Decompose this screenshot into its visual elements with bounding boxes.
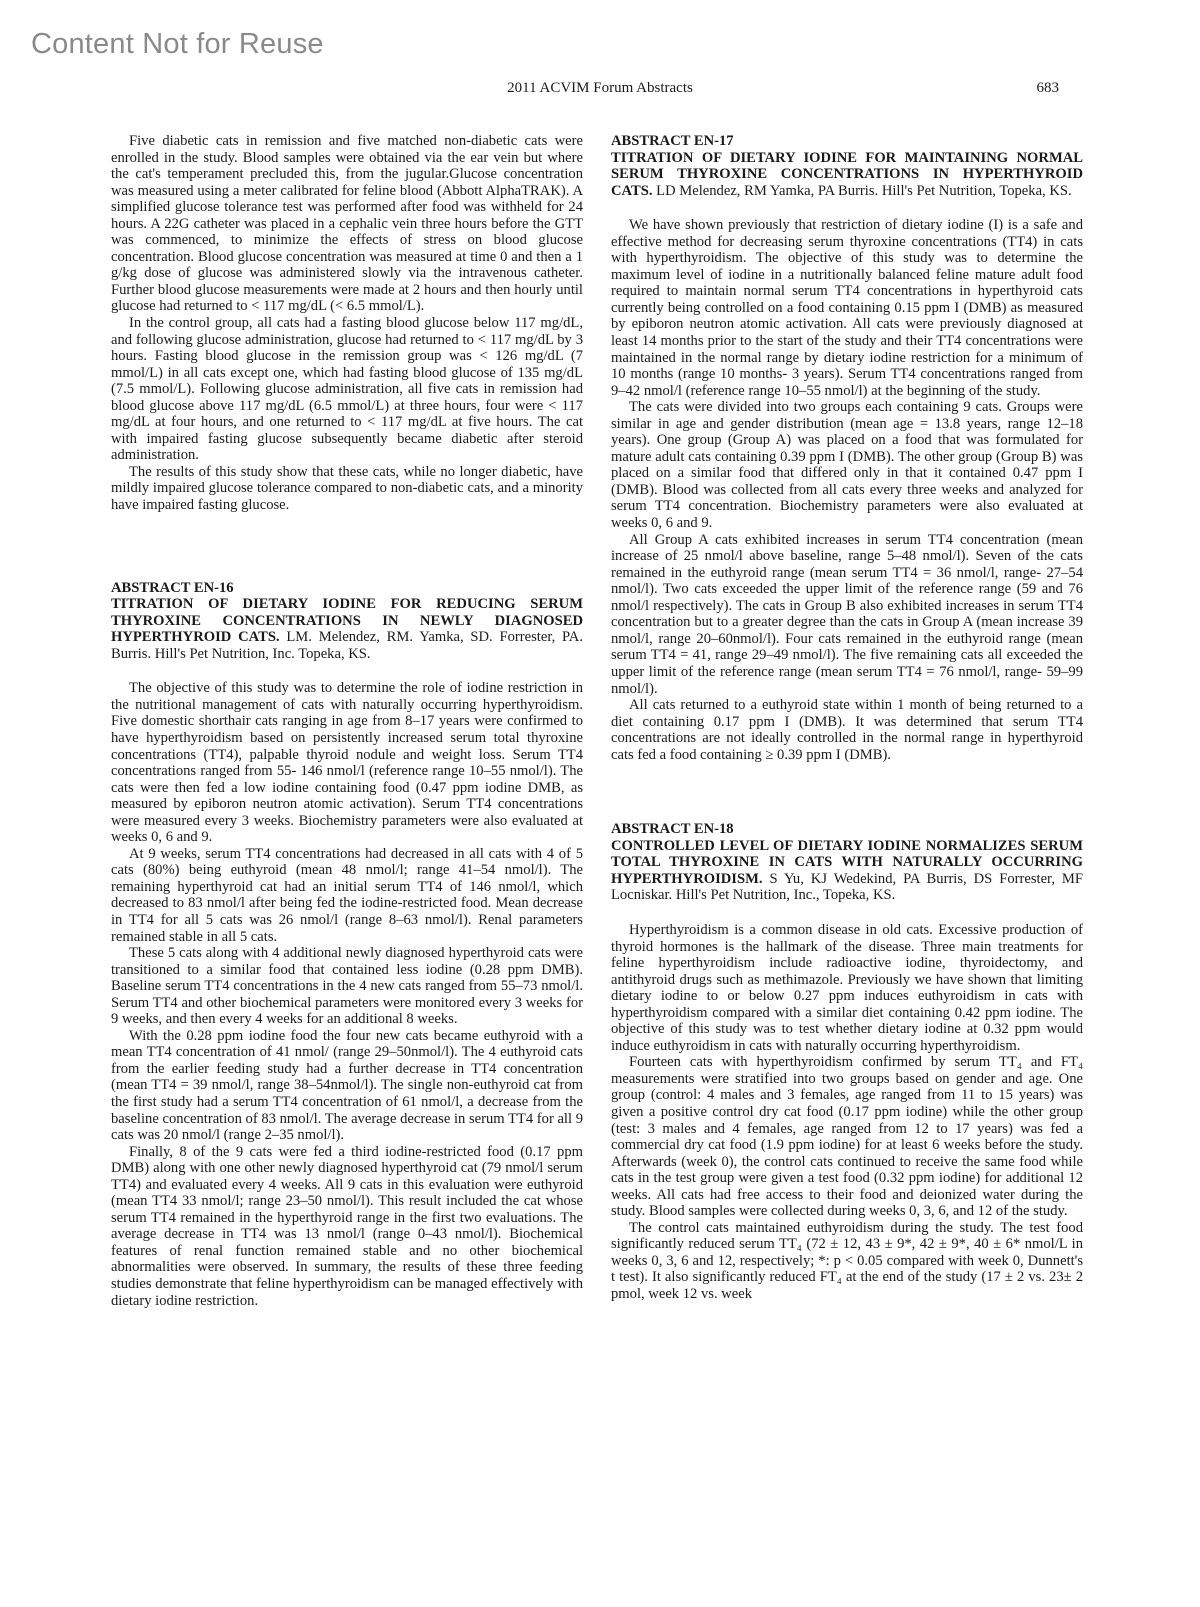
- body-paragraph: With the 0.28 ppm iodine food the four new cats became euthyroid with a mean TT4 concentration of 41 nmol/ (range 29–50nmol/l). The 4 euthyroid cats from the earlier feeding study had a further decrease in TT4 concentration (mean TT4 = 39 nmol/l, range 38–54nmol/l). The single non-euthyroid cat from the first study had a serum TT4 concentration of 61 nmol/l, a decrease from the baseline concentration of 83 nmol/l. The average decrease in serum TT4 for all 9 cats was 20 nmol/l (range 2–35 nmol/l).: [111, 1027, 583, 1144]
- body-paragraph: These 5 cats along with 4 additional newly diagnosed hyperthyroid cats were transitioned to a similar food that contained less iodine (0.28 ppm DMB). Baseline serum TT4 concentrations in the 4 new cats ranged from 55–73 nmol/l. Serum TT4 and other biochemical parameters were monitored every 3 weeks for 9 weeks, and then every 4 weeks for an additional 8 weeks.: [111, 945, 583, 1028]
- abstract-id: ABSTRACT EN-18: [611, 821, 734, 838]
- body-paragraph: We have shown previously that restriction of dietary iodine (I) is a safe and effective method for decreasing serum thyroxine concentrations (TT4) in cats with hyperthyroidism. The objective of this study was to determine the maximum level of iodine in a nutritionally balanced feline mature adult food required to maintain normal serum TT4 concentrations in hyperthyroid cats currently being controlled on a food containing 0.15 ppm I (DMB) as measured by epiboron neutron atomic activation. All cats were previously diagnosed at least 14 months prior to the start of the study and their TT4 concentrations were maintained in the normal range by dietary iodine restriction for a minimum of 10 months (range 10 months- 3 years). Serum TT4 concentrations ranged from 9–42 nmol/l (reference range 10–55 nmol/l) at the beginning of the study.: [611, 217, 1083, 399]
- abstract-authors: LD Melendez, RM Yamka, PA Burris. Hill's Pet Nutrition, Topeka, KS.: [656, 182, 1072, 199]
- abstract-title: CONTROLLED LEVEL OF DIETARY IODINE NORMALIZES SERUM TOTAL THYROXINE IN CATS WITH NATURALLY OCCURRING HYPERTHYROIDISM.: [611, 837, 1083, 887]
- abstract-en17: [611, 133, 1083, 763]
- abstract-authors: LM. Melendez, RM. Yamka, SD. Forrester, PA. Burris. Hill's Pet Nutrition, Inc. Topeka, KS.: [111, 629, 583, 662]
- body-paragraph: The cats were divided into two groups each containing 9 cats. Groups were similar in age and gender distribution (mean age = 13.8 years, range 12–18 years). One group (Group A) was placed on a food that was formulated for mature adult cats containing 0.39 ppm I (DMB). The other group (Group B) was placed on a similar food that differed only in that it contained 0.47 ppm I (DMB). Blood was collected from all cats every three weeks and analyzed for serum TT4 concentration. Biochemistry parameters were also evaluated at weeks 0, 6 and 9.: [611, 399, 1083, 532]
- abstract-id: ABSTRACT EN-17: [611, 133, 734, 149]
- body-paragraph: In the control group, all cats had a fasting blood glucose below 117 mg/dL, and following glucose administration, glucose had returned to < 117 mg/dL by 3 hours. Fasting blood glucose in the remission group was < 126 mg/dL (7 mmol/L) in all cats except one, which had fasting blood glucose of 135 mg/dL (7.5 mmol/L). Following glucose administration, all five cats in remission had blood glucose above 117 mg/dL (6.5 mmol/L) at three hours, four were < 117 mg/dL at four hours, and one returned to < 117 mg/dL at five hours. The cat with impaired fasting glucose subsequently became diabetic after steroid administration.: [111, 315, 583, 464]
- left-column: [111, 133, 583, 1309]
- body-paragraph: The results of this study show that these cats, while no longer diabetic, have mildly impaired glucose tolerance compared to non-diabetic cats, and a minority have impaired fasting glucose.: [111, 463, 583, 514]
- abstract-heading: [111, 596, 583, 662]
- abstract-heading: [611, 150, 1083, 200]
- body-paragraph: Five diabetic cats in remission and five matched non-diabetic cats were enrolled in the study. Blood samples were obtained via the ear vein but where the cat's temperament precluded this, from the jugular.Glucose concentration was measured using a meter calibrated for feline blood (Abbott AlphaTRAK). A simplified glucose tolerance test was performed after food was withheld for 24 hours. A 22G catheter was placed in a cephalic vein three hours before the GTT was commenced, to minimize the effects of stress on blood glucose concentration. Blood glucose concentration was measured at time 0 and then a 1 g/kg dose of glucose was administered slowly via the intravenous catheter. Further blood glucose measurements were made at 2 hours and then hourly until glucose had returned to < 117 mg/dL (< 6.5 mmol/L).: [111, 133, 583, 315]
- abstract-title: TITRATION OF DIETARY IODINE FOR MAINTAINING NORMAL SERUM THYROXINE CONCENTRATIONS IN HYPERTHYROID CATS.: [611, 149, 1083, 199]
- body-paragraph: All cats returned to a euthyroid state within 1 month of being returned to a diet containing 0.17 ppm I (DMB). It was determined that serum TT4 concentrations are not ideally controlled in the normal range in hyperthyroid cats fed a food containing ≥ 0.39 ppm I (DMB).: [611, 697, 1083, 763]
- page-number: 683: [1036, 80, 1059, 96]
- body-paragraph: Fourteen cats with hyperthyroidism confirmed by serum TT₄ and FT₄ measurements were stratified into two groups based on gender and age. One group (control: 4 males and 3 females, age ranged from 11 to 15 years) was given a positive control dry cat food (0.17 ppm iodine) while the other group (test: 3 males and 4 females, age ranged from 12 to 17 years) was fed a commercial dry cat food (1.9 ppm iodine) for at least 6 weeks before the study. Afterwards (week 0), the control cats continued to receive the same food while cats in the test group were given a test food (0.32 ppm iodine) for additional 12 weeks. All cats had free access to their food and deionized water during the study. Blood samples were collected during weeks 0, 3, 6, and 12 of the study.: [611, 1054, 1083, 1220]
- abstract-authors: S Yu, KJ Wedekind, PA Burris, DS Forrester, MF Locniskar. Hill's Pet Nutrition, Inc., Topeka, KS.: [611, 870, 1084, 904]
- abstract-en18: [611, 821, 1083, 1302]
- abstract-heading: [611, 838, 1083, 904]
- abstract-en16: [111, 580, 583, 1310]
- body-paragraph: At 9 weeks, serum TT4 concentrations had decreased in all cats with 4 of 5 cats (80%) being euthyroid (mean 48 nmol/l; range 41–54 nmol/l). The remaining hyperthyroid cat had an initial serum TT4 of 146 nmol/l, which decreased to 83 nmol/l after being fed the iodine-restricted food. Mean decrease in TT4 for all 5 cats was 26 nmol/l (range 8–63 nmol/l). Renal parameters remained stable in all 5 cats.: [111, 845, 583, 945]
- body-paragraph: Hyperthyroidism is a common disease in old cats. Excessive production of thyroid hormones is the hallmark of the disease. Three main treatments for feline hyperthyroidism include radioactive iodine, thyroidectomy, and antithyroid drugs such as methimazole. Previously we have shown that limiting dietary iodine to or below 0.27 ppm induces euthyroidism in cats with hyperthyroidism compared with a similar diet containing 0.42 ppm iodine. The objective of this study was to test whether dietary iodine at 0.32 ppm would induce euthyroidism in cats with naturally occurring hyperthyroidism.: [611, 921, 1083, 1054]
- watermark-text: Content Not for Reuse: [31, 28, 324, 60]
- abstract-title: TITRATION OF DIETARY IODINE FOR REDUCING SERUM THYROXINE CONCENTRATIONS IN NEWLY DIAGNOSED HYPERTHYROID CATS.: [111, 596, 583, 646]
- abstract-id: ABSTRACT EN-16: [111, 579, 234, 596]
- running-head: [0, 80, 1200, 100]
- right-column: [611, 133, 1083, 1303]
- body-paragraph: All Group A cats exhibited increases in serum TT4 concentration (mean increase of 25 nmol/l above baseline, range 5–48 nmol/l). Seven of the cats remained in the euthyroid range (mean serum TT4 = 36 nmol/l, range- 27–54 nmol/l). Two cats exceeded the upper limit of the reference range (59 and 76 nmol/l respectively). The cats in Group B also exhibited increases in serum TT4 concentration but to a greater degree than the cats in Group A (mean increase 39 nmol/l, range 20–60nmol/l). Four cats remained in the euthyroid range (mean serum TT4 = 41, range 29–49 nmol/l). The five remaining cats all exceeded the upper limit of the reference range (mean serum TT4 = 76 nmol/l, range- 59–99 nmol/l).: [611, 531, 1083, 697]
- body-paragraph: Finally, 8 of the 9 cats were fed a third iodine-restricted food (0.17 ppm DMB) along with one other newly diagnosed hyperthyroid cat (79 nmol/l serum TT4) and evaluated every 4 weeks. All 9 cats in this evaluation were euthyroid (mean TT4 33 nmol/l; range 23–50 nmol/l). This result included the cat whose serum TT4 remained in the hyperthyroid range in the first two evaluations. The average decrease in TT4 was 13 nmol/l (range 0–43 nmol/l). Biochemical features of renal function remained stable and no other biochemical abnormalities were observed. In summary, the results of these three feeding studies demonstrate that feline hyperthyroidism can be managed effectively with dietary iodine restriction.: [111, 1143, 583, 1309]
- body-paragraph: The control cats maintained euthyroidism during the study. The test food significantly reduced serum TT₄ (72 ± 12, 43 ± 9*, 42 ± 9*, 40 ± 6* nmol/L in weeks 0, 3, 6 and 12, respectively; *: p < 0.05 compared with week 0, Dunnett's t test). It also significantly reduced FT₄ at the end of the study (17 ± 2 vs. 23± 2 pmol, week 12 vs. week: [611, 1219, 1083, 1302]
- journal-title: 2011 ACVIM Forum Abstracts: [507, 80, 693, 96]
- body-paragraph: The objective of this study was to determine the role of iodine restriction in the nutritional management of cats with naturally occurring hyperthyroidism. Five domestic shorthair cats ranging in age from 8–17 years were confirmed to have hyperthyroidism based on persistently increased serum total thyroxine concentrations (TT4), palpable thyroid nodule and weight loss. Serum TT4 concentrations ranged from 55- 146 nmol/l (reference range 10–55 nmol/l). The cats were then fed a low iodine containing food (0.47 ppm iodine DMB, as measured by epiboron neutron atomic activation). Serum TT4 concentrations were measured every 3 weeks. Biochemistry parameters were also evaluated at weeks 0, 6 and 9.: [111, 680, 583, 846]
